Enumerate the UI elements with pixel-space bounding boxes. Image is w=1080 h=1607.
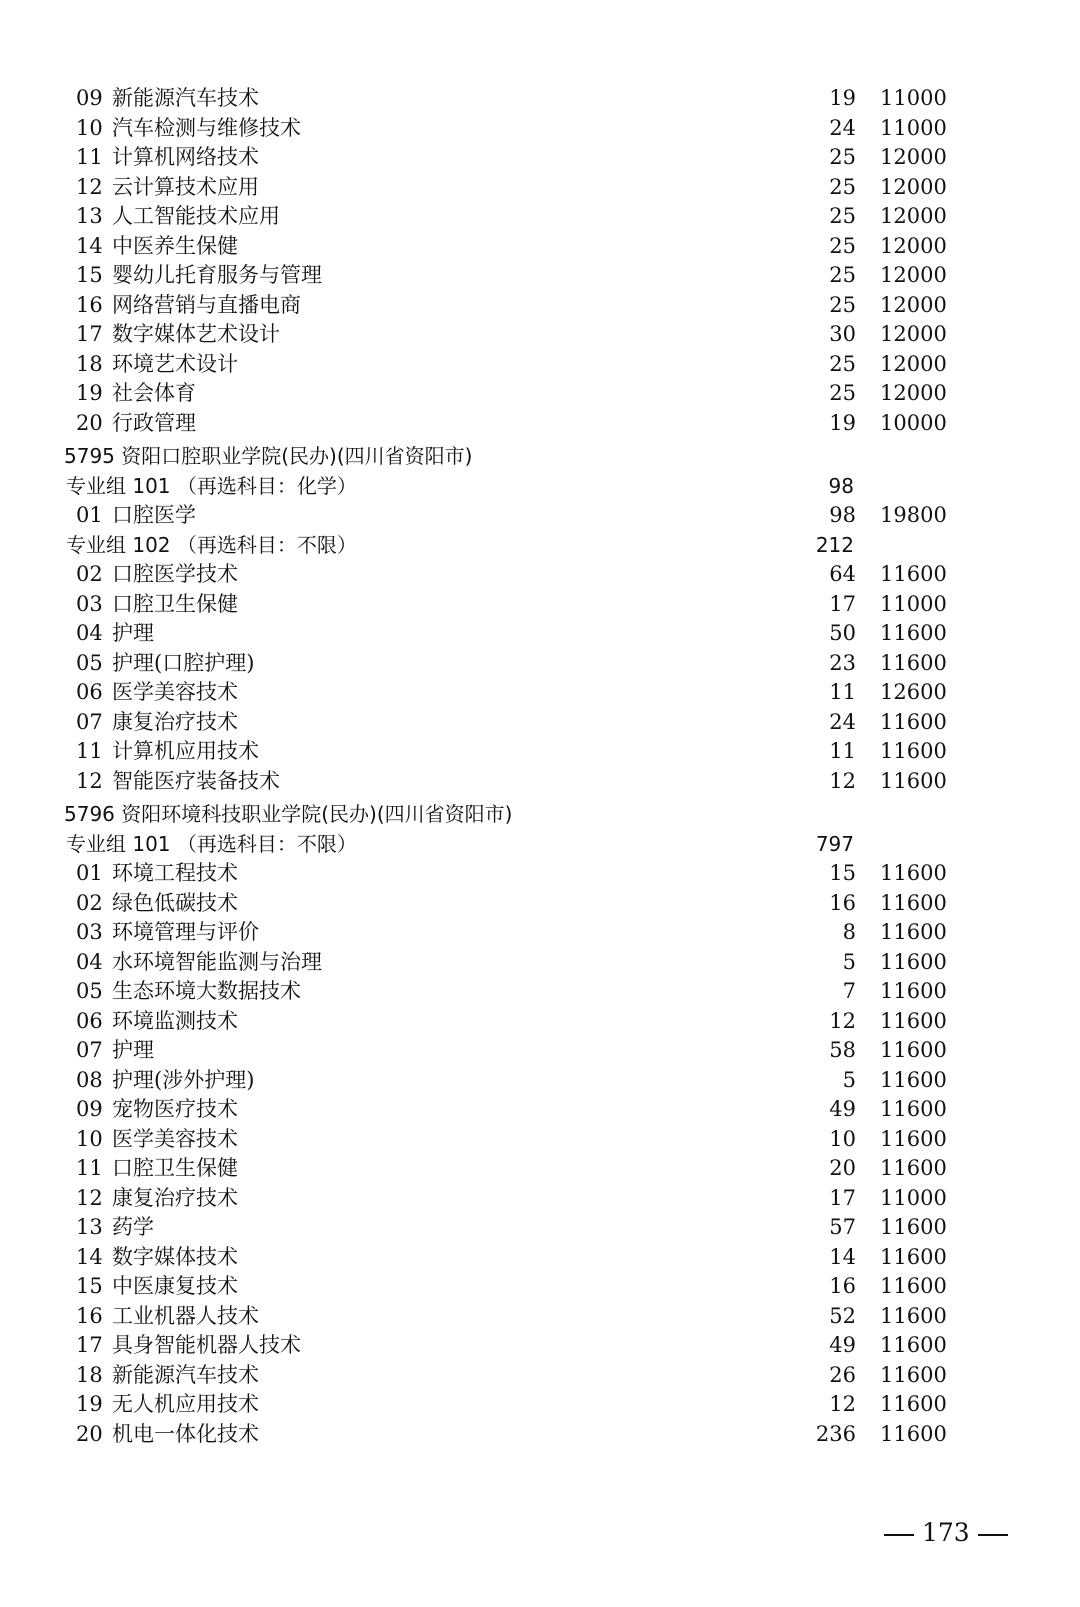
count-cell: 20: [829, 1156, 856, 1180]
code-cell: 20: [76, 1421, 103, 1446]
count-cell: 14: [829, 1244, 856, 1269]
name-cell: 婴幼儿托育服务与管理: [112, 263, 322, 287]
major-row: [0, 1272, 1080, 1302]
fee-cell: 11600: [880, 1274, 947, 1298]
count-cell: 50: [829, 621, 856, 645]
fee-cell: 12000: [880, 292, 947, 317]
name-cell: 无人机应用技术: [112, 1392, 259, 1416]
page-footer: [876, 1518, 1016, 1547]
fee-cell: 11600: [880, 1038, 947, 1062]
count-cell: 8: [842, 920, 856, 944]
name-cell: 专业组 102 （再选科目：不限）: [66, 532, 357, 557]
name-cell: 口腔医学技术: [112, 562, 238, 586]
code-cell: 04: [76, 949, 103, 974]
major-row: [0, 590, 1080, 620]
name-cell: 医学美容技术: [112, 1126, 238, 1151]
name-cell: 护理(口腔护理): [112, 650, 255, 675]
major-row: [0, 143, 1080, 173]
count-cell: 236: [815, 1421, 856, 1446]
count-cell: 16: [829, 1274, 856, 1298]
fee-cell: 11600: [880, 621, 947, 645]
name-cell: 环境工程技术: [112, 861, 238, 885]
major-row: [0, 859, 1080, 889]
count-cell: 11: [829, 739, 856, 763]
major-row: [0, 678, 1080, 708]
name-cell: 计算机网络技术: [112, 145, 259, 169]
code-cell: 14: [76, 233, 103, 258]
count-cell: 25: [829, 351, 856, 376]
fee-cell: 11600: [880, 562, 947, 586]
code-cell: 02: [76, 890, 103, 915]
major-row: [0, 409, 1080, 439]
name-cell: 数字媒体艺术设计: [112, 322, 280, 346]
name-cell: 具身智能机器人技术: [112, 1333, 301, 1357]
count-cell: 30: [829, 322, 856, 346]
code-cell: 19: [76, 381, 103, 405]
code-cell: 10: [76, 1126, 103, 1151]
count-cell: 16: [829, 890, 856, 915]
major-row: [0, 501, 1080, 531]
fee-cell: 12000: [880, 263, 947, 287]
fee-cell: 12000: [880, 174, 947, 199]
code-cell: 17: [76, 1333, 103, 1357]
name-cell: 中医养生保健: [112, 233, 238, 258]
name-cell: 网络营销与直播电商: [112, 292, 301, 317]
name-cell: 中医康复技术: [112, 1274, 238, 1298]
fee-cell: 11600: [880, 861, 947, 885]
count-cell: 25: [829, 145, 856, 169]
group-header-row: [0, 472, 1080, 502]
code-cell: 11: [76, 145, 103, 169]
count-cell: 23: [829, 650, 856, 675]
code-cell: 11: [76, 739, 103, 763]
count-cell: 15: [829, 861, 856, 885]
left-dash: [884, 1534, 914, 1536]
code-cell: 03: [76, 591, 103, 616]
fee-cell: 12000: [880, 322, 947, 346]
major-row: [0, 1420, 1080, 1450]
document-page: [0, 84, 1080, 1449]
major-row: [0, 767, 1080, 797]
major-row: [0, 1095, 1080, 1125]
name-cell: 5796 资阳环境科技职业学院(民办)(四川省资阳市): [64, 802, 513, 826]
school-header-row: [0, 442, 1080, 472]
code-cell: 06: [76, 1008, 103, 1033]
count-cell: 49: [829, 1333, 856, 1357]
major-row: [0, 379, 1080, 409]
count-cell: 25: [829, 174, 856, 199]
count-cell: 49: [829, 1097, 856, 1121]
major-row: [0, 320, 1080, 350]
count-cell: 25: [829, 292, 856, 317]
count-cell: 10: [829, 1126, 856, 1151]
code-cell: 09: [76, 86, 103, 110]
fee-cell: 10000: [880, 410, 947, 435]
count-cell: 17: [829, 1185, 856, 1210]
count-cell: 64: [829, 562, 856, 586]
name-cell: 护理: [112, 1038, 154, 1062]
name-cell: 专业组 101 （再选科目：不限）: [66, 831, 357, 856]
count-cell: 212: [815, 532, 854, 557]
code-cell: 14: [76, 1244, 103, 1269]
name-cell: 环境监测技术: [112, 1008, 238, 1033]
code-cell: 19: [76, 1392, 103, 1416]
code-cell: 15: [76, 263, 103, 287]
name-cell: 新能源汽车技术: [112, 86, 259, 110]
fee-cell: 11600: [880, 1215, 947, 1239]
major-row: [0, 737, 1080, 767]
fee-cell: 11000: [880, 1185, 947, 1210]
count-cell: 25: [829, 204, 856, 228]
major-row: [0, 1331, 1080, 1361]
major-row: [0, 649, 1080, 679]
count-cell: 12: [829, 1392, 856, 1416]
name-cell: 社会体育: [112, 381, 196, 405]
name-cell: 人工智能技术应用: [112, 204, 280, 228]
count-cell: 58: [829, 1038, 856, 1062]
name-cell: 行政管理: [112, 410, 196, 435]
fee-cell: 12000: [880, 145, 947, 169]
name-cell: 计算机应用技术: [112, 739, 259, 763]
fee-cell: 11000: [880, 86, 947, 110]
major-row: [0, 1036, 1080, 1066]
code-cell: 01: [76, 503, 103, 527]
count-cell: 12: [829, 1008, 856, 1033]
code-cell: 15: [76, 1274, 103, 1298]
code-cell: 18: [76, 351, 103, 376]
fee-cell: 11600: [880, 920, 947, 944]
name-cell: 环境艺术设计: [112, 351, 238, 376]
name-cell: 工业机器人技术: [112, 1303, 259, 1328]
count-cell: 25: [829, 263, 856, 287]
name-cell: 专业组 101 （再选科目：化学）: [66, 473, 357, 498]
code-cell: 18: [76, 1362, 103, 1387]
major-row: [0, 1213, 1080, 1243]
major-row: [0, 1390, 1080, 1420]
school-header-row: [0, 800, 1080, 830]
major-row: [0, 173, 1080, 203]
fee-cell: 11600: [880, 1067, 947, 1092]
major-row: [0, 261, 1080, 291]
fee-cell: 19800: [880, 503, 947, 527]
code-cell: 13: [76, 1215, 103, 1239]
code-cell: 16: [76, 292, 103, 317]
count-cell: 12: [829, 768, 856, 793]
major-row: [0, 1007, 1080, 1037]
count-cell: 19: [829, 86, 856, 110]
fee-cell: 11600: [880, 1421, 947, 1446]
count-cell: 797: [815, 831, 854, 856]
code-cell: 11: [76, 1156, 103, 1180]
major-row: [0, 1361, 1080, 1391]
fee-cell: 11600: [880, 1156, 947, 1180]
fee-cell: 11600: [880, 1392, 947, 1416]
code-cell: 17: [76, 322, 103, 346]
fee-cell: 11600: [880, 1008, 947, 1033]
name-cell: 医学美容技术: [112, 680, 238, 704]
fee-cell: 12000: [880, 204, 947, 228]
code-cell: 20: [76, 410, 103, 435]
code-cell: 09: [76, 1097, 103, 1121]
major-row: [0, 202, 1080, 232]
code-cell: 10: [76, 115, 103, 140]
fee-cell: 11600: [880, 1097, 947, 1121]
count-cell: 17: [829, 591, 856, 616]
major-row: [0, 350, 1080, 380]
fee-cell: 11000: [880, 115, 947, 140]
fee-cell: 11600: [880, 1333, 947, 1357]
name-cell: 生态环境大数据技术: [112, 979, 301, 1003]
fee-cell: 11600: [880, 1362, 947, 1387]
fee-cell: 11600: [880, 890, 947, 915]
major-row: [0, 708, 1080, 738]
count-cell: 57: [829, 1215, 856, 1239]
count-cell: 98: [828, 473, 854, 498]
count-cell: 26: [829, 1362, 856, 1387]
name-cell: 数字媒体技术: [112, 1244, 238, 1269]
code-cell: 12: [76, 768, 103, 793]
group-header-row: [0, 531, 1080, 561]
name-cell: 汽车检测与维修技术: [112, 115, 301, 140]
name-cell: 智能医疗装备技术: [112, 768, 280, 793]
code-cell: 04: [76, 621, 103, 645]
major-row: [0, 232, 1080, 262]
fee-cell: 11600: [880, 650, 947, 675]
name-cell: 药学: [112, 1215, 154, 1239]
count-cell: 5: [842, 1067, 856, 1092]
fee-cell: 11600: [880, 739, 947, 763]
code-cell: 07: [76, 1038, 103, 1062]
fee-cell: 12000: [880, 351, 947, 376]
code-cell: 12: [76, 1185, 103, 1210]
name-cell: 新能源汽车技术: [112, 1362, 259, 1387]
major-row: [0, 918, 1080, 948]
major-row: [0, 977, 1080, 1007]
code-cell: 13: [76, 204, 103, 228]
count-cell: 25: [829, 381, 856, 405]
code-cell: 05: [76, 979, 103, 1003]
group-header-row: [0, 830, 1080, 860]
fee-cell: 12600: [880, 680, 947, 704]
fee-cell: 12000: [880, 233, 947, 258]
code-cell: 12: [76, 174, 103, 199]
count-cell: 24: [829, 709, 856, 734]
name-cell: 护理: [112, 621, 154, 645]
right-dash: [978, 1534, 1008, 1536]
count-cell: 11: [829, 680, 856, 704]
name-cell: 护理(涉外护理): [112, 1067, 255, 1092]
major-row: [0, 1243, 1080, 1273]
count-cell: 52: [829, 1303, 856, 1328]
code-cell: 06: [76, 680, 103, 704]
fee-cell: 11600: [880, 979, 947, 1003]
major-row: [0, 114, 1080, 144]
fee-cell: 11000: [880, 591, 947, 616]
code-cell: 07: [76, 709, 103, 734]
fee-cell: 11600: [880, 768, 947, 793]
major-row: [0, 291, 1080, 321]
name-cell: 康复治疗技术: [112, 1185, 238, 1210]
fee-cell: 11600: [880, 1126, 947, 1151]
page-number: 173: [922, 1518, 970, 1547]
major-row: [0, 619, 1080, 649]
fee-cell: 11600: [880, 1244, 947, 1269]
code-cell: 02: [76, 562, 103, 586]
major-row: [0, 1066, 1080, 1096]
code-cell: 03: [76, 920, 103, 944]
name-cell: 绿色低碳技术: [112, 890, 238, 915]
code-cell: 01: [76, 861, 103, 885]
major-row: [0, 1184, 1080, 1214]
name-cell: 口腔卫生保健: [112, 591, 238, 616]
major-row: [0, 889, 1080, 919]
name-cell: 云计算技术应用: [112, 174, 259, 199]
count-cell: 19: [829, 410, 856, 435]
name-cell: 机电一体化技术: [112, 1421, 259, 1446]
count-cell: 5: [842, 949, 856, 974]
count-cell: 7: [842, 979, 856, 1003]
code-cell: 16: [76, 1303, 103, 1328]
major-row: [0, 948, 1080, 978]
name-cell: 环境管理与评价: [112, 920, 259, 944]
name-cell: 水环境智能监测与治理: [112, 949, 322, 974]
name-cell: 口腔医学: [112, 503, 196, 527]
fee-cell: 12000: [880, 381, 947, 405]
name-cell: 口腔卫生保健: [112, 1156, 238, 1180]
major-row: [0, 1154, 1080, 1184]
fee-cell: 11600: [880, 949, 947, 974]
name-cell: 5795 资阳口腔职业学院(民办)(四川省资阳市): [64, 444, 473, 468]
count-cell: 24: [829, 115, 856, 140]
fee-cell: 11600: [880, 1303, 947, 1328]
major-row: [0, 1125, 1080, 1155]
name-cell: 康复治疗技术: [112, 709, 238, 734]
major-row: [0, 560, 1080, 590]
code-cell: 05: [76, 650, 103, 675]
fee-cell: 11600: [880, 709, 947, 734]
name-cell: 宠物医疗技术: [112, 1097, 238, 1121]
major-row: [0, 84, 1080, 114]
count-cell: 98: [829, 503, 856, 527]
count-cell: 25: [829, 233, 856, 258]
code-cell: 08: [76, 1067, 103, 1092]
major-row: [0, 1302, 1080, 1332]
